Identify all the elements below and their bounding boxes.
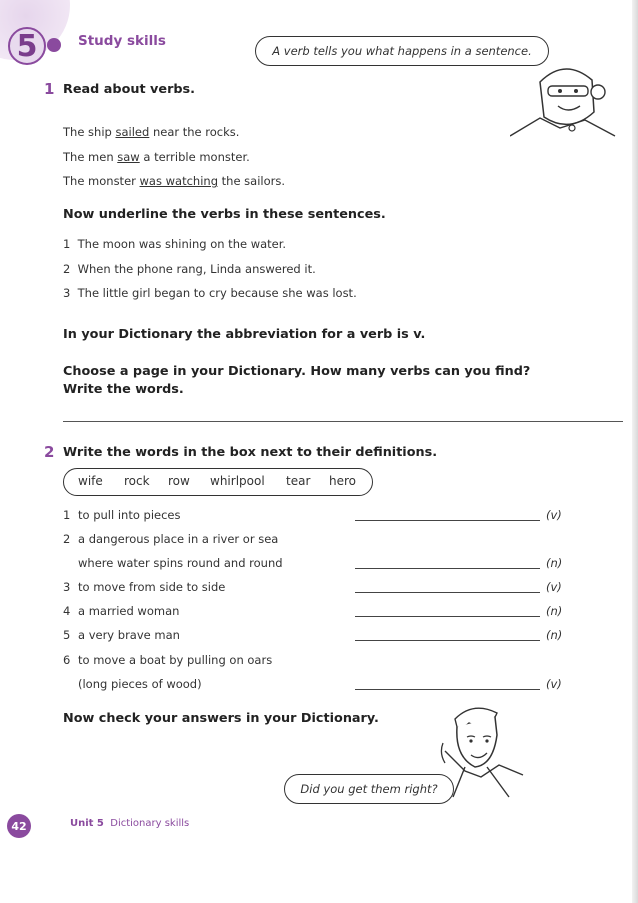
word-box — [63, 468, 373, 496]
word-box-item: hero — [329, 474, 356, 488]
example-sentence-1: The ship sailed near the rocks. — [63, 125, 240, 139]
check-answers-instruction: Now check your answers in your Dictionary. — [63, 711, 379, 726]
exercise-sentence: 2 When the phone rang, Linda answered it. — [63, 262, 316, 276]
definition-number: 2 — [63, 532, 71, 546]
definition-number: 1 — [63, 508, 71, 522]
section-1-number: 1 — [44, 80, 55, 98]
word-box-item: row — [168, 474, 190, 488]
exercise-sentence: 3 The little girl began to cry because she was lost. — [63, 286, 357, 300]
choose-page-instruction: Choose a page in your Dictionary. How many verbs can you find? — [63, 364, 531, 379]
definition-text: (long pieces of wood) — [78, 677, 202, 691]
underlined-verb: was watching — [139, 174, 218, 188]
definition-text: to move from side to side — [78, 580, 226, 594]
definition-number: 6 — [63, 653, 71, 667]
definition-text: a dangerous place in a river or sea — [78, 532, 279, 546]
example-sentence-3: The monster was watching the sailors. — [63, 174, 286, 188]
speech-bubble-top-text: A verb tells you what happens in a sentence. — [272, 44, 532, 58]
definition-text: a very brave man — [78, 628, 180, 642]
part-of-speech: (n) — [546, 556, 563, 570]
speech-bubble-bottom — [284, 774, 454, 804]
answer-line[interactable] — [355, 616, 540, 617]
underlined-verb: sailed — [115, 125, 150, 139]
definition-number: 5 — [63, 628, 71, 642]
speech-bubble-bottom-text: Did you get them right? — [300, 782, 438, 796]
word-box-item: rock — [124, 474, 150, 488]
definition-number: 4 — [63, 604, 71, 618]
unit-number: 5 — [16, 28, 38, 64]
footer-unit-label: Unit 5 — [70, 818, 104, 829]
section-1-heading: Read about verbs. — [63, 82, 196, 97]
section-title: Study skills — [78, 33, 166, 49]
word-box-item: tear — [286, 474, 311, 488]
definition-text: a married woman — [78, 604, 180, 618]
answer-line[interactable] — [355, 689, 540, 690]
part-of-speech: (v) — [546, 580, 562, 594]
abbreviation-note: In your Dictionary the abbreviation for a verb is v. — [63, 327, 426, 342]
underlined-verb: saw — [117, 150, 140, 164]
task-heading: Now underline the verbs in these sentences. — [63, 207, 386, 222]
page-number: 42 — [7, 814, 31, 838]
footer-unit — [70, 818, 189, 829]
definition-text: where water spins round and round — [78, 556, 283, 570]
exercise-sentence: 1 The moon was shining on the water. — [63, 237, 287, 251]
badge-dot — [47, 38, 61, 52]
answer-line[interactable] — [355, 592, 540, 593]
section-2-heading: Write the words in the box next to their definitions. — [63, 445, 438, 460]
robot-hero-illustration — [510, 62, 620, 140]
answer-line[interactable] — [63, 421, 623, 422]
definition-text: to pull into pieces — [78, 508, 181, 522]
definition-number: 3 — [63, 580, 71, 594]
answer-line[interactable] — [355, 520, 540, 521]
example-sentence-2: The men saw a terrible monster. — [63, 150, 250, 164]
part-of-speech: (n) — [546, 604, 563, 618]
write-words-instruction: Write the words. — [63, 382, 184, 397]
definition-text: to move a boat by pulling on oars — [78, 653, 273, 667]
part-of-speech: (n) — [546, 628, 563, 642]
part-of-speech: (v) — [546, 508, 562, 522]
word-box-item: wife — [78, 474, 103, 488]
word-box-item: whirlpool — [210, 474, 265, 488]
section-2-number: 2 — [44, 443, 55, 461]
part-of-speech: (v) — [546, 677, 562, 691]
speech-bubble-top — [255, 36, 549, 66]
page-edge-shadow — [632, 0, 638, 903]
footer-unit-title: Dictionary skills — [110, 818, 190, 829]
answer-line[interactable] — [355, 640, 540, 641]
answer-line[interactable] — [355, 568, 540, 569]
